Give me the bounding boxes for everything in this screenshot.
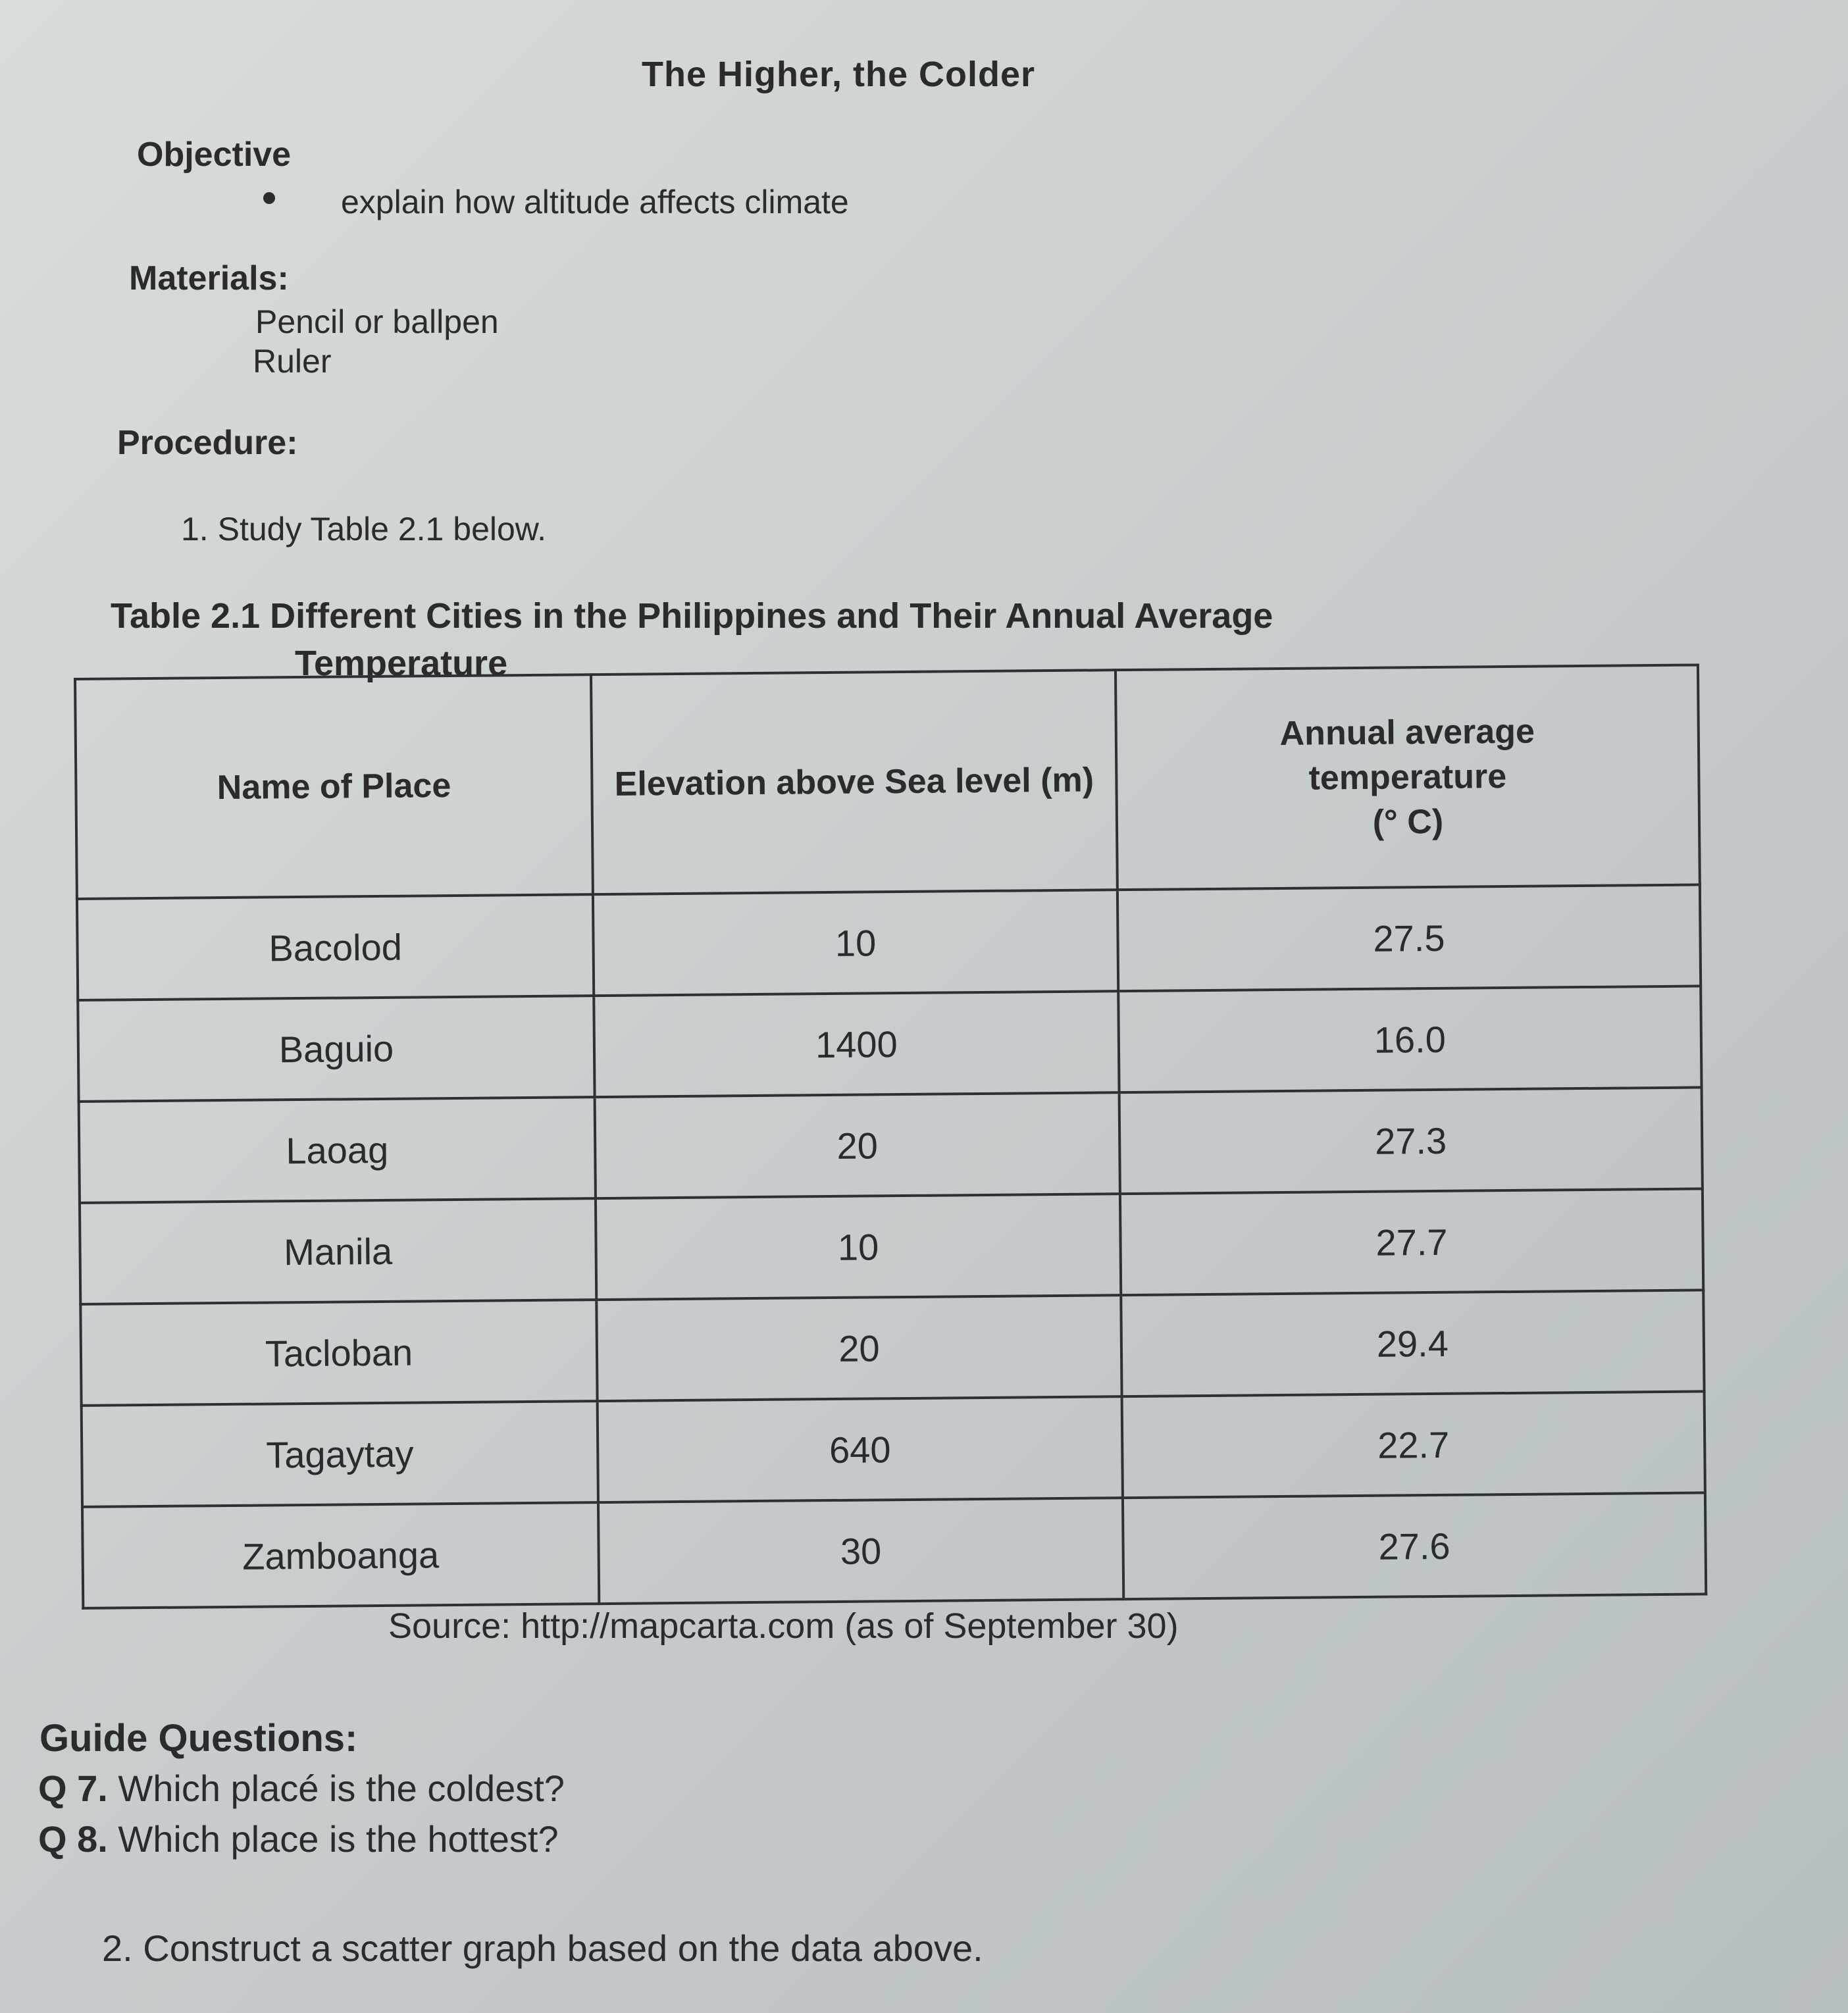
cell-elevation: 20 xyxy=(596,1295,1121,1401)
cell-elevation: 30 xyxy=(598,1498,1123,1604)
cell-temperature: 27.3 xyxy=(1119,1087,1702,1194)
cell-place: Tacloban xyxy=(80,1300,597,1406)
material-item-ruler: Ruler xyxy=(253,343,332,380)
cell-elevation: 1400 xyxy=(594,991,1119,1097)
cell-temperature: 27.7 xyxy=(1120,1188,1703,1295)
table-row xyxy=(80,1188,1703,1304)
cell-place: Bacolod xyxy=(77,894,594,1000)
procedure-step-1: 1. Study Table 2.1 below. xyxy=(181,511,547,548)
header-elevation: Elevation above Sea level (m) xyxy=(591,670,1117,894)
cell-place: Baguio xyxy=(78,996,594,1102)
materials-heading: Materials: xyxy=(129,259,289,297)
procedure-step-2: 2. Construct a scatter graph based on the data above. xyxy=(102,1927,983,1969)
cell-place: Laoag xyxy=(79,1097,596,1203)
objective-item: explain how altitude affects climate xyxy=(341,184,849,220)
question-7-text: Which placé is the coldest? xyxy=(118,1768,565,1809)
header-temperature-line3: (° C) xyxy=(1372,802,1444,842)
table-row xyxy=(79,1087,1703,1203)
table-row xyxy=(82,1391,1705,1507)
cell-place: Tagaytay xyxy=(82,1401,598,1507)
cell-place: Manila xyxy=(80,1198,596,1304)
header-temperature-line1: Annual average xyxy=(1279,712,1535,753)
table-row xyxy=(78,986,1701,1102)
cell-elevation: 10 xyxy=(596,1194,1121,1300)
question-8 xyxy=(38,1818,559,1860)
city-temperature-table xyxy=(74,663,1707,1610)
table-caption-line1: Table 2.1 Different Cities in the Philippines and Their Annual Average xyxy=(111,596,1273,636)
material-item-pencil: Pencil or ballpen xyxy=(255,303,499,340)
table-row xyxy=(80,1290,1704,1406)
question-8-label: Q 8. xyxy=(38,1818,108,1860)
header-temperature-line2: temperature xyxy=(1308,757,1507,798)
question-8-text: Which place is the hottest? xyxy=(118,1818,559,1860)
header-temperature xyxy=(1116,665,1700,890)
header-place: Name of Place xyxy=(75,675,593,899)
cell-elevation: 10 xyxy=(593,890,1118,996)
cell-elevation: 20 xyxy=(595,1092,1120,1198)
cell-place: Zamboanga xyxy=(82,1502,599,1608)
objective-heading: Objective xyxy=(137,136,292,174)
table-row xyxy=(82,1492,1706,1608)
table-header-row xyxy=(75,665,1700,899)
procedure-heading: Procedure: xyxy=(117,424,298,462)
activity-title: The Higher, the Colder xyxy=(642,55,1036,94)
question-7-label: Q 7. xyxy=(38,1768,108,1809)
table-row xyxy=(77,884,1701,1000)
cell-temperature: 27.5 xyxy=(1117,884,1701,991)
cell-elevation: 640 xyxy=(598,1396,1123,1502)
bullet-icon xyxy=(263,192,275,204)
cell-temperature: 27.6 xyxy=(1123,1492,1706,1599)
table-source: Source: http://mapcarta.com (as of September 30) xyxy=(388,1606,1179,1646)
table-caption-line2: Temperature xyxy=(295,644,508,683)
guide-questions-heading: Guide Questions: xyxy=(39,1717,358,1760)
cell-temperature: 29.4 xyxy=(1121,1290,1704,1396)
cell-temperature: 22.7 xyxy=(1121,1391,1705,1498)
question-7 xyxy=(38,1767,565,1810)
cell-temperature: 16.0 xyxy=(1118,986,1701,1092)
